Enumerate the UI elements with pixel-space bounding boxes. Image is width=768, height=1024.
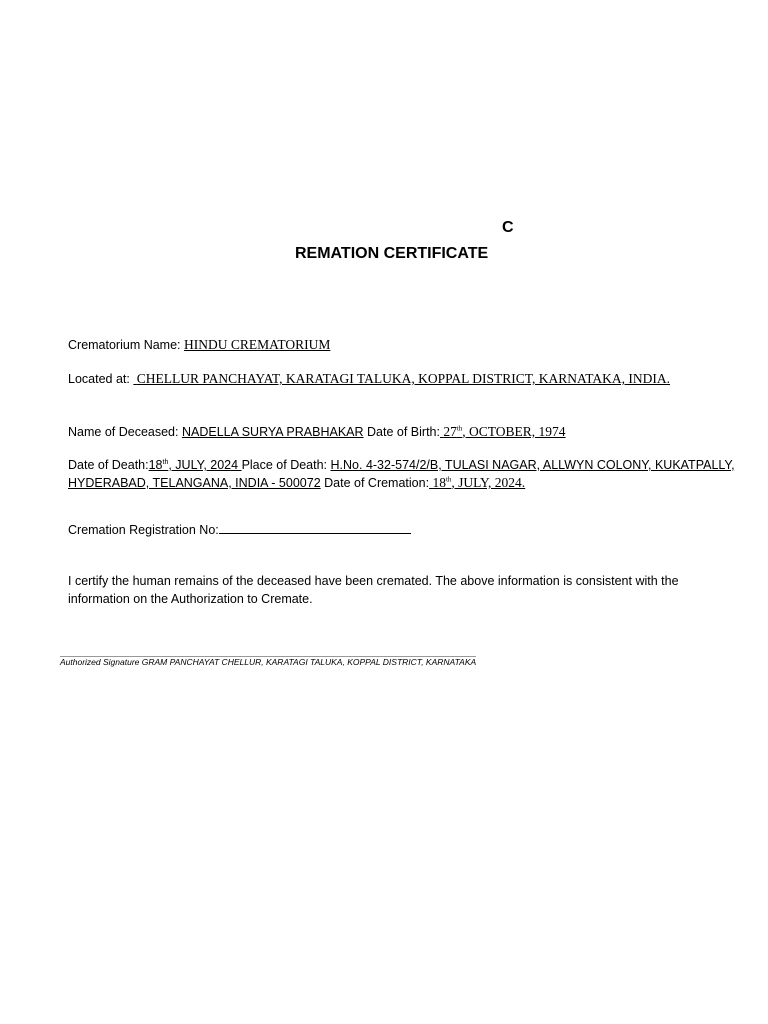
place-of-death-line2: HYDERABAD, TELANGANA, INDIA - 500072 [68,476,321,490]
authorized-signature-line: Authorized Signature GRAM PANCHAYAT CHELLUR, KARATAGI TALUKA, KOPPAL DISTRICT, KARNATAKA [60,657,477,667]
registration-label: Cremation Registration No: [68,523,219,537]
dob-value: 27th, OCTOBER, 1974 [443,424,566,439]
date-of-cremation-label: Date of Cremation: [324,476,430,490]
date-of-death-label: Date of Death: [68,458,149,472]
certificate-title: REMATION CERTIFICATE [295,245,489,262]
deceased-row [68,423,566,441]
date-of-cremation-value: 18th, JULY, 2024. [432,475,526,490]
registration-row [68,521,411,539]
death-row-2 [68,474,525,492]
location-row [68,370,670,388]
dob-label: Date of Birth: [367,425,440,439]
location-value: CHELLUR PANCHAYAT, KARATAGI TALUKA, KOPPAL DISTRICT, KARNATAKA, INDIA. [136,371,671,386]
deceased-name-value: NADELLA SURYA PRABHAKAR [181,425,364,439]
place-of-death-line1: H.No. 4-32-574/2/B, TULASI NAGAR, ALLWYN COLONY, KUKATPALLY, [330,458,735,472]
title-first-letter: C [502,219,514,236]
registration-number-blank [219,521,411,534]
certification-statement: I certify the human remains of the deceased have been cremated. The above information is consistent with the information on the Authorization to Cremate. [68,574,679,606]
crematorium-name-row [68,336,330,354]
crematorium-name-label: Crematorium Name: [68,338,181,352]
crematorium-name-value: HINDU CREMATORIUM [184,337,331,352]
place-of-death-label: Place of Death: [241,458,328,472]
date-of-death-value: 18th, JULY, 2024 [148,458,242,472]
death-row-1 [68,457,735,474]
deceased-name-label: Name of Deceased: [68,425,179,439]
location-label: Located at: [68,372,130,386]
